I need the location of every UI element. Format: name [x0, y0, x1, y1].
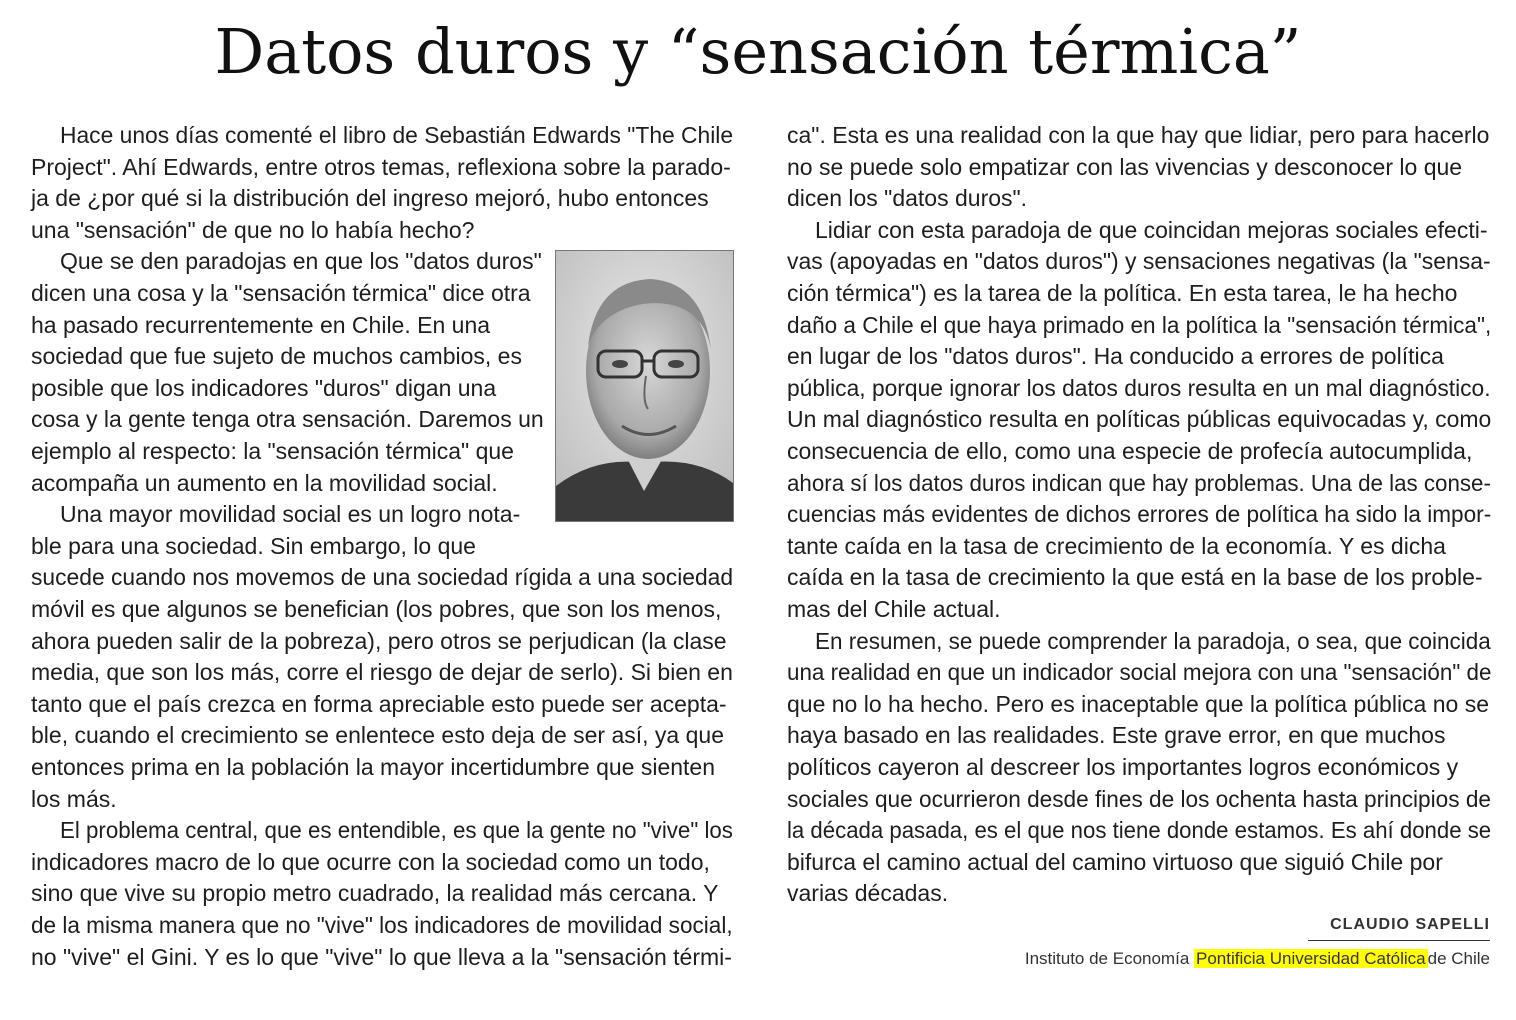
left-column-line: ha pasado recurrentemente en Chile. En una [31, 312, 491, 338]
left-column-line: cosa y la gente tenga otra sensación. Daremos un [31, 406, 544, 432]
left-column-line: ejemplo al respecto: la "sensación térmica" que [31, 438, 514, 464]
left-column-line: Project". Ahí Edwards, entre otros temas, reflexiona sobre la parado- [31, 154, 731, 180]
author-photo [555, 250, 734, 522]
affiliation-highlight: Pontificia Universidad Católica [1196, 949, 1426, 968]
affiliation-suffix: de Chile [1427, 949, 1490, 968]
left-column-line: ble, cuando el crecimiento se enlentece esto deja de ser así, ya que [31, 722, 724, 748]
right-column-line: consecuencia de ello, como una especie de profecía autocumplida, [787, 438, 1473, 464]
left-column-line: ble para una sociedad. Sin embargo, lo que [31, 533, 476, 559]
right-column-line: caída en la tasa de crecimiento la que está en la base de los proble- [787, 564, 1483, 590]
right-column-line: Un mal diagnóstico resulta en políticas públicas equivocadas y, como [787, 406, 1492, 432]
affiliation-prefix: Instituto de Economía [1024, 949, 1190, 968]
left-column-line: sino que vive su propio metro cuadrado, la realidad más cercana. Y [31, 880, 719, 906]
right-column-line: una realidad en que un indicador social mejora con una "sensación" de [787, 659, 1492, 685]
right-column-line: ción térmica") es la tarea de la política. En esta tarea, le ha hecho [787, 280, 1458, 306]
left-column-line: sucede cuando nos movemos de una sociedad rígida a una sociedad [31, 564, 734, 590]
right-column-line: mas del Chile actual. [787, 596, 1001, 622]
left-column-line: Una mayor movilidad social es un logro nota- [60, 501, 521, 527]
left-column-line: de la misma manera que no "vive" los indicadores de movilidad social, [31, 912, 733, 938]
right-column-line: en lugar de los "datos duros". Ha conducido a errores de política [787, 343, 1444, 369]
left-column-line: ahora pueden salir de la pobreza), pero otros se perjudican (la clase [31, 628, 727, 654]
author-divider [1308, 940, 1490, 941]
left-column-line: dicen una cosa y la "sensación térmica" dice otra [31, 280, 531, 306]
right-column-line: sociales que ocurrieron desde fines de los ochenta hasta principios de [787, 786, 1491, 812]
left-column-line: acompaña un aumento en la movilidad social. [31, 470, 498, 496]
right-column-line: daño a Chile el que haya primado en la política la "sensación térmica", [787, 312, 1492, 338]
right-column-line: ca". Esta es una realidad con la que hay que lidiar, pero para hacerlo [787, 122, 1490, 148]
left-column-line: Hace unos días comenté el libro de Sebastián Edwards "The Chile [60, 122, 734, 148]
right-column-line: cuencias más evidentes de dichos errores de política ha sido la impor- [787, 501, 1492, 527]
left-column-line: tanto que el país crezca en forma apreciable esto puede ser acepta- [31, 691, 727, 717]
left-column-line: posible que los indicadores "duros" digan una [31, 375, 497, 401]
left-column-line: indicadores macro de lo que ocurre con la sociedad como un todo, [31, 849, 710, 875]
right-column-line: pública, porque ignorar los datos duros resulta en un mal diagnóstico. [787, 375, 1491, 401]
right-column-line: ahora sí los datos duros indican que hay problemas. Una de las conse- [787, 470, 1491, 496]
right-column-line: vas (apoyadas en "datos duros") y sensaciones negativas (la "sensa- [787, 248, 1491, 274]
right-column-line: políticos cayeron al descreer los importantes logros económicos y [787, 754, 1459, 780]
right-column-line: haya basado en las realidades. Este grave error, en que muchos [787, 722, 1446, 748]
left-column-line: una "sensación" de que no lo había hecho? [31, 217, 475, 243]
right-column-line: Lidiar con esta paradoja de que coincidan mejoras sociales efecti- [815, 217, 1488, 243]
right-column-line: la década pasada, es el que nos tiene donde estamos. Es ahí donde se [787, 817, 1492, 843]
right-column-line: que no lo ha hecho. Pero es inaceptable que la política pública no se [787, 691, 1490, 717]
right-column-line: varias décadas. [787, 880, 949, 906]
right-column-line: dicen los "datos duros". [787, 185, 1028, 211]
left-column-line: los más. [31, 786, 117, 812]
left-column-line: no "vive" el Gini. Y es lo que "vive" lo que lleva a la "sensación térmi- [31, 944, 732, 970]
left-column-line: ja de ¿por qué si la distribución del ingreso mejoró, hubo entonces [31, 185, 709, 211]
left-column-line: El problema central, que es entendible, es que la gente no "vive" los [60, 817, 733, 843]
left-column-line: sociedad que fue sujeto de muchos cambios, es [31, 343, 522, 369]
right-column-line: bifurca el camino actual del camino virtuoso que siguió Chile por [787, 849, 1443, 875]
right-column-line: tante caída en la tasa de crecimiento de la economía. Y es dicha [787, 533, 1446, 559]
author-affiliation [1025, 946, 1490, 972]
right-column-line: En resumen, se puede comprender la paradoja, o sea, que coincida [815, 628, 1491, 654]
author-name: CLAUDIO SAPELLI [1330, 916, 1490, 933]
left-column-line: media, que son los más, corre el riesgo de dejar de serlo). Si bien en [31, 659, 733, 685]
right-column-line: no se puede solo empatizar con las vivencias y desconocer lo que [787, 154, 1463, 180]
left-column-line: Que se den paradojas en que los "datos duros" [60, 248, 542, 274]
left-column-line: entonces prima en la población la mayor incertidumbre que sienten [31, 754, 716, 780]
left-column-line: móvil es que algunos se benefician (los pobres, que son los menos, [31, 596, 722, 622]
article-title: Datos duros y “sensación térmica” [214, 15, 1302, 88]
